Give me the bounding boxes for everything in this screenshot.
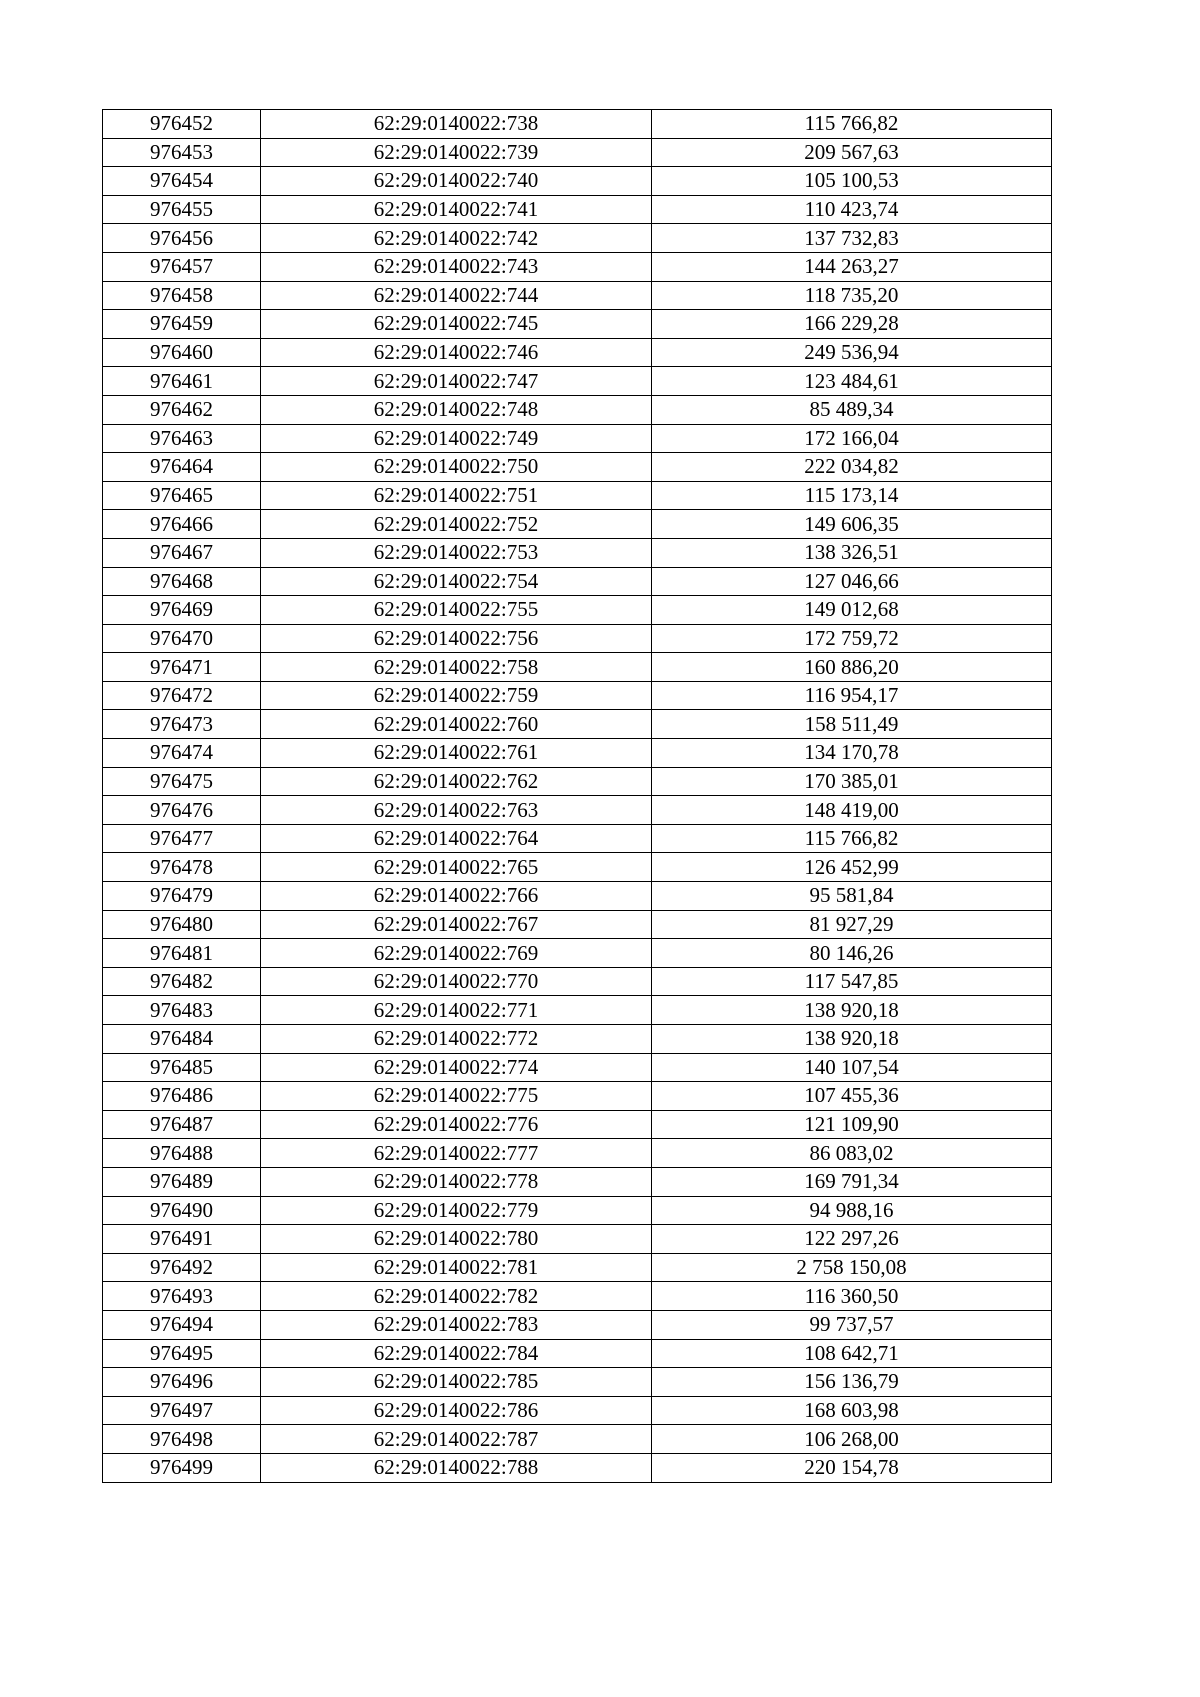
record-number-cell: 976461 xyxy=(103,367,261,396)
table-row xyxy=(103,252,1052,281)
value-cell: 81 927,29 xyxy=(652,910,1052,939)
value-cell: 166 229,28 xyxy=(652,310,1052,339)
value-cell: 144 263,27 xyxy=(652,252,1052,281)
record-number-cell: 976498 xyxy=(103,1425,261,1454)
cadastral-number-cell: 62:29:0140022:767 xyxy=(261,910,652,939)
record-number-cell: 976457 xyxy=(103,252,261,281)
table-row xyxy=(103,510,1052,539)
record-number-cell: 976480 xyxy=(103,910,261,939)
record-number-cell: 976497 xyxy=(103,1396,261,1425)
cadastral-number-cell: 62:29:0140022:783 xyxy=(261,1310,652,1339)
value-cell: 149 012,68 xyxy=(652,596,1052,625)
record-number-cell: 976452 xyxy=(103,110,261,139)
record-number-cell: 976481 xyxy=(103,939,261,968)
table-row xyxy=(103,281,1052,310)
value-cell: 86 083,02 xyxy=(652,1139,1052,1168)
value-cell: 140 107,54 xyxy=(652,1053,1052,1082)
table-row xyxy=(103,824,1052,853)
table-row xyxy=(103,1053,1052,1082)
data-table xyxy=(102,109,1052,1483)
table-row xyxy=(103,1025,1052,1054)
cadastral-number-cell: 62:29:0140022:763 xyxy=(261,796,652,825)
value-cell: 115 766,82 xyxy=(652,110,1052,139)
table-row xyxy=(103,996,1052,1025)
record-number-cell: 976456 xyxy=(103,224,261,253)
table-row xyxy=(103,538,1052,567)
cadastral-number-cell: 62:29:0140022:751 xyxy=(261,481,652,510)
record-number-cell: 976489 xyxy=(103,1167,261,1196)
cadastral-number-cell: 62:29:0140022:788 xyxy=(261,1453,652,1482)
cadastral-number-cell: 62:29:0140022:787 xyxy=(261,1425,652,1454)
record-number-cell: 976483 xyxy=(103,996,261,1025)
table-row xyxy=(103,167,1052,196)
cadastral-number-cell: 62:29:0140022:760 xyxy=(261,710,652,739)
table-row xyxy=(103,453,1052,482)
value-cell: 95 581,84 xyxy=(652,882,1052,911)
cadastral-number-cell: 62:29:0140022:738 xyxy=(261,110,652,139)
table-row xyxy=(103,110,1052,139)
value-cell: 158 511,49 xyxy=(652,710,1052,739)
record-number-cell: 976455 xyxy=(103,195,261,224)
cadastral-number-cell: 62:29:0140022:765 xyxy=(261,853,652,882)
value-cell: 126 452,99 xyxy=(652,853,1052,882)
table-row xyxy=(103,1167,1052,1196)
cadastral-number-cell: 62:29:0140022:742 xyxy=(261,224,652,253)
record-number-cell: 976469 xyxy=(103,596,261,625)
record-number-cell: 976459 xyxy=(103,310,261,339)
table-row xyxy=(103,1110,1052,1139)
record-number-cell: 976453 xyxy=(103,138,261,167)
cadastral-number-cell: 62:29:0140022:764 xyxy=(261,824,652,853)
cadastral-number-cell: 62:29:0140022:750 xyxy=(261,453,652,482)
value-cell: 134 170,78 xyxy=(652,739,1052,768)
cadastral-number-cell: 62:29:0140022:741 xyxy=(261,195,652,224)
cadastral-number-cell: 62:29:0140022:739 xyxy=(261,138,652,167)
record-number-cell: 976485 xyxy=(103,1053,261,1082)
table-row xyxy=(103,1253,1052,1282)
cadastral-number-cell: 62:29:0140022:778 xyxy=(261,1167,652,1196)
value-cell: 222 034,82 xyxy=(652,453,1052,482)
cadastral-number-cell: 62:29:0140022:781 xyxy=(261,1253,652,1282)
table-row xyxy=(103,681,1052,710)
table-row xyxy=(103,910,1052,939)
value-cell: 149 606,35 xyxy=(652,510,1052,539)
record-number-cell: 976499 xyxy=(103,1453,261,1482)
cadastral-number-cell: 62:29:0140022:759 xyxy=(261,681,652,710)
table-row xyxy=(103,796,1052,825)
cadastral-number-cell: 62:29:0140022:758 xyxy=(261,653,652,682)
cadastral-number-cell: 62:29:0140022:740 xyxy=(261,167,652,196)
record-number-cell: 976475 xyxy=(103,767,261,796)
record-number-cell: 976458 xyxy=(103,281,261,310)
cadastral-number-cell: 62:29:0140022:762 xyxy=(261,767,652,796)
value-cell: 99 737,57 xyxy=(652,1310,1052,1339)
value-cell: 106 268,00 xyxy=(652,1425,1052,1454)
record-number-cell: 976488 xyxy=(103,1139,261,1168)
cadastral-number-cell: 62:29:0140022:772 xyxy=(261,1025,652,1054)
cadastral-number-cell: 62:29:0140022:745 xyxy=(261,310,652,339)
cadastral-number-cell: 62:29:0140022:770 xyxy=(261,967,652,996)
table-row xyxy=(103,710,1052,739)
record-number-cell: 976487 xyxy=(103,1110,261,1139)
cadastral-number-cell: 62:29:0140022:771 xyxy=(261,996,652,1025)
value-cell: 116 360,50 xyxy=(652,1282,1052,1311)
value-cell: 137 732,83 xyxy=(652,224,1052,253)
value-cell: 209 567,63 xyxy=(652,138,1052,167)
table-row xyxy=(103,1196,1052,1225)
table-row xyxy=(103,1082,1052,1111)
record-number-cell: 976474 xyxy=(103,739,261,768)
record-number-cell: 976492 xyxy=(103,1253,261,1282)
record-number-cell: 976491 xyxy=(103,1225,261,1254)
table-row xyxy=(103,1368,1052,1397)
table-row xyxy=(103,338,1052,367)
record-number-cell: 976478 xyxy=(103,853,261,882)
record-number-cell: 976476 xyxy=(103,796,261,825)
table-row xyxy=(103,1282,1052,1311)
value-cell: 170 385,01 xyxy=(652,767,1052,796)
table-row xyxy=(103,967,1052,996)
record-number-cell: 976467 xyxy=(103,538,261,567)
value-cell: 115 173,14 xyxy=(652,481,1052,510)
record-number-cell: 976471 xyxy=(103,653,261,682)
cadastral-number-cell: 62:29:0140022:756 xyxy=(261,624,652,653)
table-row xyxy=(103,1139,1052,1168)
record-number-cell: 976466 xyxy=(103,510,261,539)
value-cell: 160 886,20 xyxy=(652,653,1052,682)
table-row xyxy=(103,567,1052,596)
record-number-cell: 976473 xyxy=(103,710,261,739)
table-row xyxy=(103,653,1052,682)
value-cell: 110 423,74 xyxy=(652,195,1052,224)
cadastral-number-cell: 62:29:0140022:776 xyxy=(261,1110,652,1139)
value-cell: 115 766,82 xyxy=(652,824,1052,853)
value-cell: 116 954,17 xyxy=(652,681,1052,710)
record-number-cell: 976468 xyxy=(103,567,261,596)
value-cell: 156 136,79 xyxy=(652,1368,1052,1397)
table-row xyxy=(103,424,1052,453)
record-number-cell: 976470 xyxy=(103,624,261,653)
record-number-cell: 976496 xyxy=(103,1368,261,1397)
cadastral-number-cell: 62:29:0140022:748 xyxy=(261,395,652,424)
record-number-cell: 976462 xyxy=(103,395,261,424)
value-cell: 121 109,90 xyxy=(652,1110,1052,1139)
value-cell: 117 547,85 xyxy=(652,967,1052,996)
record-number-cell: 976477 xyxy=(103,824,261,853)
record-number-cell: 976454 xyxy=(103,167,261,196)
table-row xyxy=(103,1453,1052,1482)
table-row xyxy=(103,138,1052,167)
cadastral-number-cell: 62:29:0140022:782 xyxy=(261,1282,652,1311)
table-row xyxy=(103,224,1052,253)
record-number-cell: 976482 xyxy=(103,967,261,996)
table-row xyxy=(103,1396,1052,1425)
cadastral-number-cell: 62:29:0140022:775 xyxy=(261,1082,652,1111)
table-row xyxy=(103,767,1052,796)
value-cell: 138 920,18 xyxy=(652,1025,1052,1054)
table-row xyxy=(103,939,1052,968)
cadastral-number-cell: 62:29:0140022:777 xyxy=(261,1139,652,1168)
table-row xyxy=(103,310,1052,339)
value-cell: 127 046,66 xyxy=(652,567,1052,596)
cadastral-number-cell: 62:29:0140022:786 xyxy=(261,1396,652,1425)
cadastral-number-cell: 62:29:0140022:780 xyxy=(261,1225,652,1254)
record-number-cell: 976486 xyxy=(103,1082,261,1111)
value-cell: 249 536,94 xyxy=(652,338,1052,367)
cadastral-number-cell: 62:29:0140022:755 xyxy=(261,596,652,625)
cadastral-number-cell: 62:29:0140022:743 xyxy=(261,252,652,281)
cadastral-number-cell: 62:29:0140022:747 xyxy=(261,367,652,396)
record-number-cell: 976494 xyxy=(103,1310,261,1339)
value-cell: 80 146,26 xyxy=(652,939,1052,968)
value-cell: 172 759,72 xyxy=(652,624,1052,653)
cadastral-number-cell: 62:29:0140022:766 xyxy=(261,882,652,911)
table-row xyxy=(103,395,1052,424)
record-number-cell: 976484 xyxy=(103,1025,261,1054)
table-row xyxy=(103,481,1052,510)
value-cell: 107 455,36 xyxy=(652,1082,1052,1111)
table-row xyxy=(103,1425,1052,1454)
value-cell: 220 154,78 xyxy=(652,1453,1052,1482)
cadastral-number-cell: 62:29:0140022:784 xyxy=(261,1339,652,1368)
record-number-cell: 976464 xyxy=(103,453,261,482)
record-number-cell: 976493 xyxy=(103,1282,261,1311)
cadastral-number-cell: 62:29:0140022:753 xyxy=(261,538,652,567)
table-row xyxy=(103,882,1052,911)
table-row xyxy=(103,367,1052,396)
table-row xyxy=(103,1339,1052,1368)
record-number-cell: 976465 xyxy=(103,481,261,510)
cadastral-number-cell: 62:29:0140022:754 xyxy=(261,567,652,596)
table-row xyxy=(103,853,1052,882)
record-number-cell: 976490 xyxy=(103,1196,261,1225)
table-row xyxy=(103,1225,1052,1254)
cadastral-number-cell: 62:29:0140022:752 xyxy=(261,510,652,539)
table-row xyxy=(103,739,1052,768)
cadastral-number-cell: 62:29:0140022:746 xyxy=(261,338,652,367)
value-cell: 85 489,34 xyxy=(652,395,1052,424)
record-number-cell: 976463 xyxy=(103,424,261,453)
value-cell: 169 791,34 xyxy=(652,1167,1052,1196)
value-cell: 122 297,26 xyxy=(652,1225,1052,1254)
cadastral-number-cell: 62:29:0140022:744 xyxy=(261,281,652,310)
cadastral-number-cell: 62:29:0140022:761 xyxy=(261,739,652,768)
record-number-cell: 976479 xyxy=(103,882,261,911)
value-cell: 118 735,20 xyxy=(652,281,1052,310)
cadastral-number-cell: 62:29:0140022:749 xyxy=(261,424,652,453)
cadastral-number-cell: 62:29:0140022:769 xyxy=(261,939,652,968)
table-row xyxy=(103,596,1052,625)
value-cell: 138 920,18 xyxy=(652,996,1052,1025)
table-row xyxy=(103,624,1052,653)
value-cell: 123 484,61 xyxy=(652,367,1052,396)
value-cell: 168 603,98 xyxy=(652,1396,1052,1425)
record-number-cell: 976472 xyxy=(103,681,261,710)
record-number-cell: 976495 xyxy=(103,1339,261,1368)
value-cell: 105 100,53 xyxy=(652,167,1052,196)
record-number-cell: 976460 xyxy=(103,338,261,367)
value-cell: 148 419,00 xyxy=(652,796,1052,825)
value-cell: 2 758 150,08 xyxy=(652,1253,1052,1282)
value-cell: 138 326,51 xyxy=(652,538,1052,567)
table-row xyxy=(103,1310,1052,1339)
value-cell: 172 166,04 xyxy=(652,424,1052,453)
table-row xyxy=(103,195,1052,224)
value-cell: 108 642,71 xyxy=(652,1339,1052,1368)
cadastral-number-cell: 62:29:0140022:785 xyxy=(261,1368,652,1397)
cadastral-number-cell: 62:29:0140022:779 xyxy=(261,1196,652,1225)
value-cell: 94 988,16 xyxy=(652,1196,1052,1225)
cadastral-number-cell: 62:29:0140022:774 xyxy=(261,1053,652,1082)
table-body xyxy=(103,110,1052,1483)
